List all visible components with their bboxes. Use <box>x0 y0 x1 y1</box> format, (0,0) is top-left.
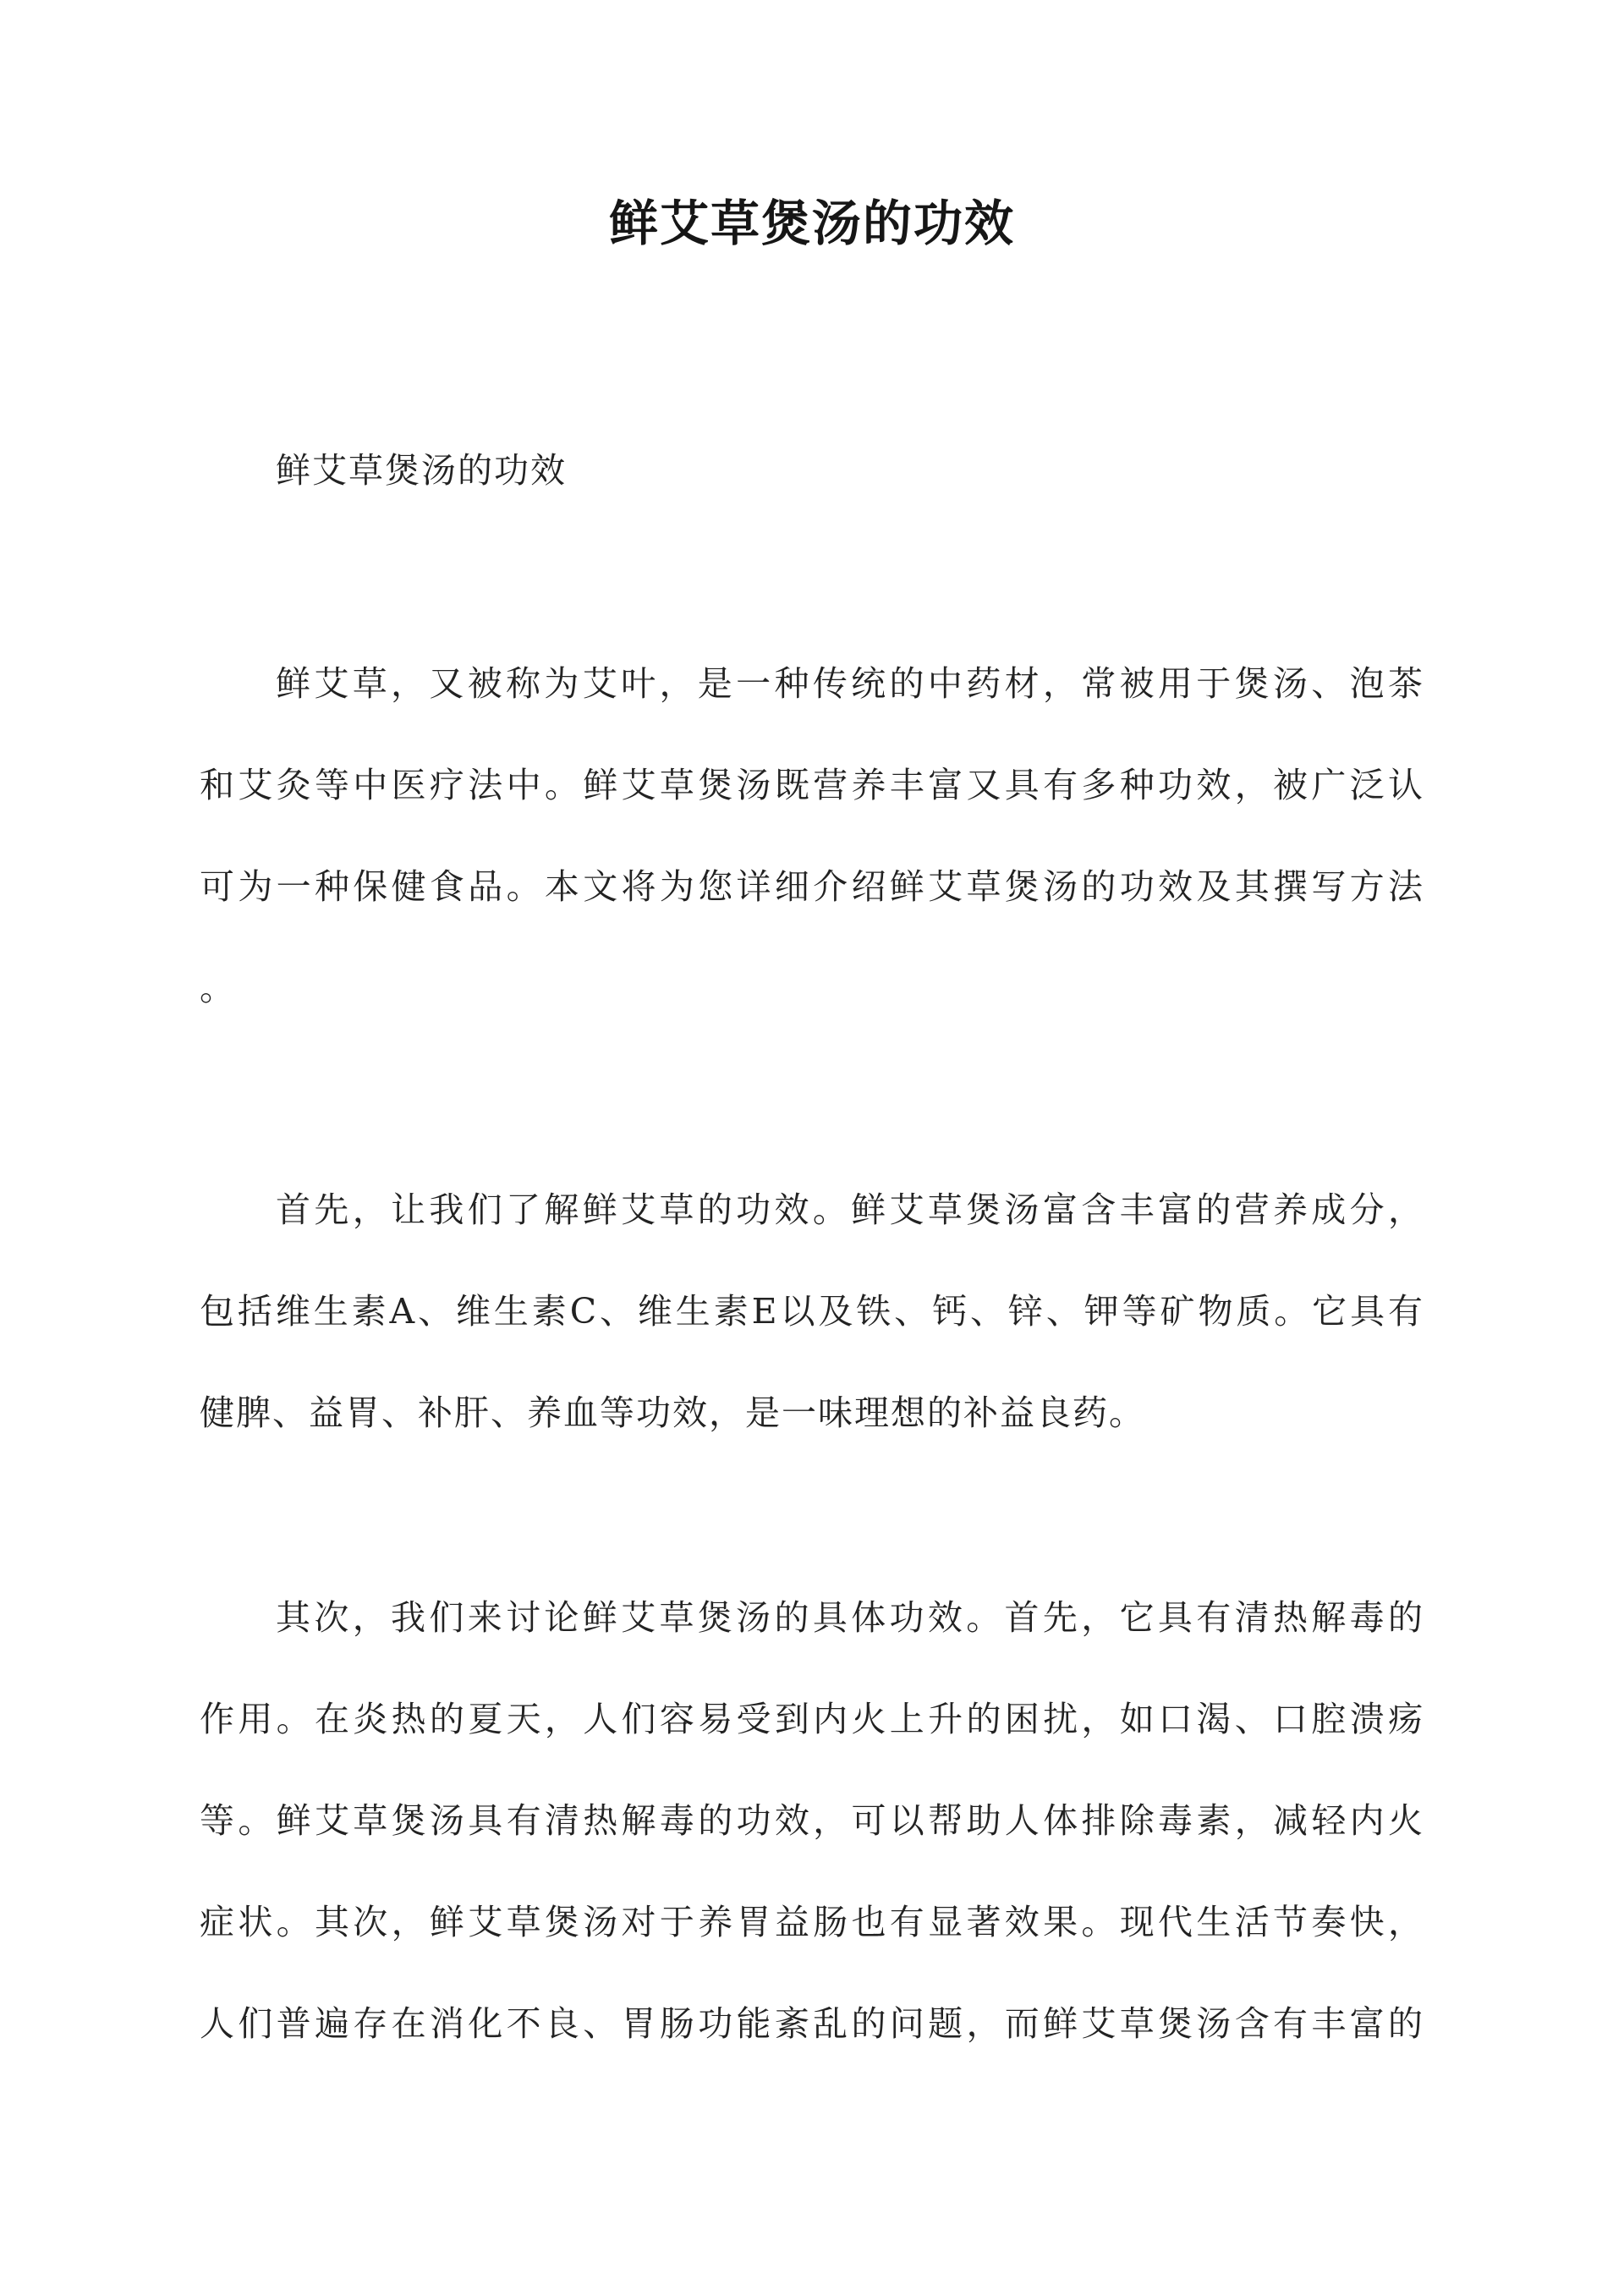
paragraph-line: 。 <box>200 968 236 1008</box>
paragraph-specific-benefits <box>200 1567 1424 2074</box>
paragraph-line: 可为一种保健食品。本文将为您详细介绍鲜艾草煲汤的功效及其撰写方法 <box>200 866 1424 907</box>
paragraph-line: 人们普遍存在消化不良、胃肠功能紊乱的问题，而鲜艾草煲汤含有丰富的 <box>200 2003 1424 2044</box>
paragraph-line: 症状。其次，鲜艾草煲汤对于养胃益肠也有显著效果。现代生活节奏快， <box>200 1902 1424 1942</box>
paragraph-line: 作用。在炎热的夏天，人们容易受到内火上升的困扰，如口渴、口腔溃疡 <box>200 1699 1424 1739</box>
document-subheading: 鲜艾草煲汤的功效 <box>276 450 567 491</box>
paragraph-intro <box>200 633 1424 1039</box>
paragraph-line: 其次，我们来讨论鲜艾草煲汤的具体功效。首先，它具有清热解毒的 <box>276 1597 1424 1638</box>
paragraph-line: 和艾灸等中医疗法中。鲜艾草煲汤既营养丰富又具有多种功效，被广泛认 <box>200 765 1424 805</box>
paragraph-line: 首先，让我们了解鲜艾草的功效。鲜艾草煲汤富含丰富的营养成分， <box>276 1189 1424 1230</box>
paragraph-benefits-overview <box>200 1159 1424 1464</box>
paragraph-line: 健脾、益胃、补肝、养血等功效，是一味理想的补益良药。 <box>200 1392 1145 1433</box>
paragraph-line: 等。鲜艾草煲汤具有清热解毒的功效，可以帮助人体排除毒素，减轻内火 <box>200 1800 1424 1841</box>
document-title: 鲜艾草煲汤的功效 <box>608 195 1015 252</box>
paragraph-line: 鲜艾草，又被称为艾叶，是一种传统的中药材，常被用于煲汤、泡茶 <box>276 663 1424 704</box>
paragraph-line: 包括维生素A、维生素C、维生素E以及铁、钙、锌、钾等矿物质。它具有 <box>200 1291 1424 1332</box>
